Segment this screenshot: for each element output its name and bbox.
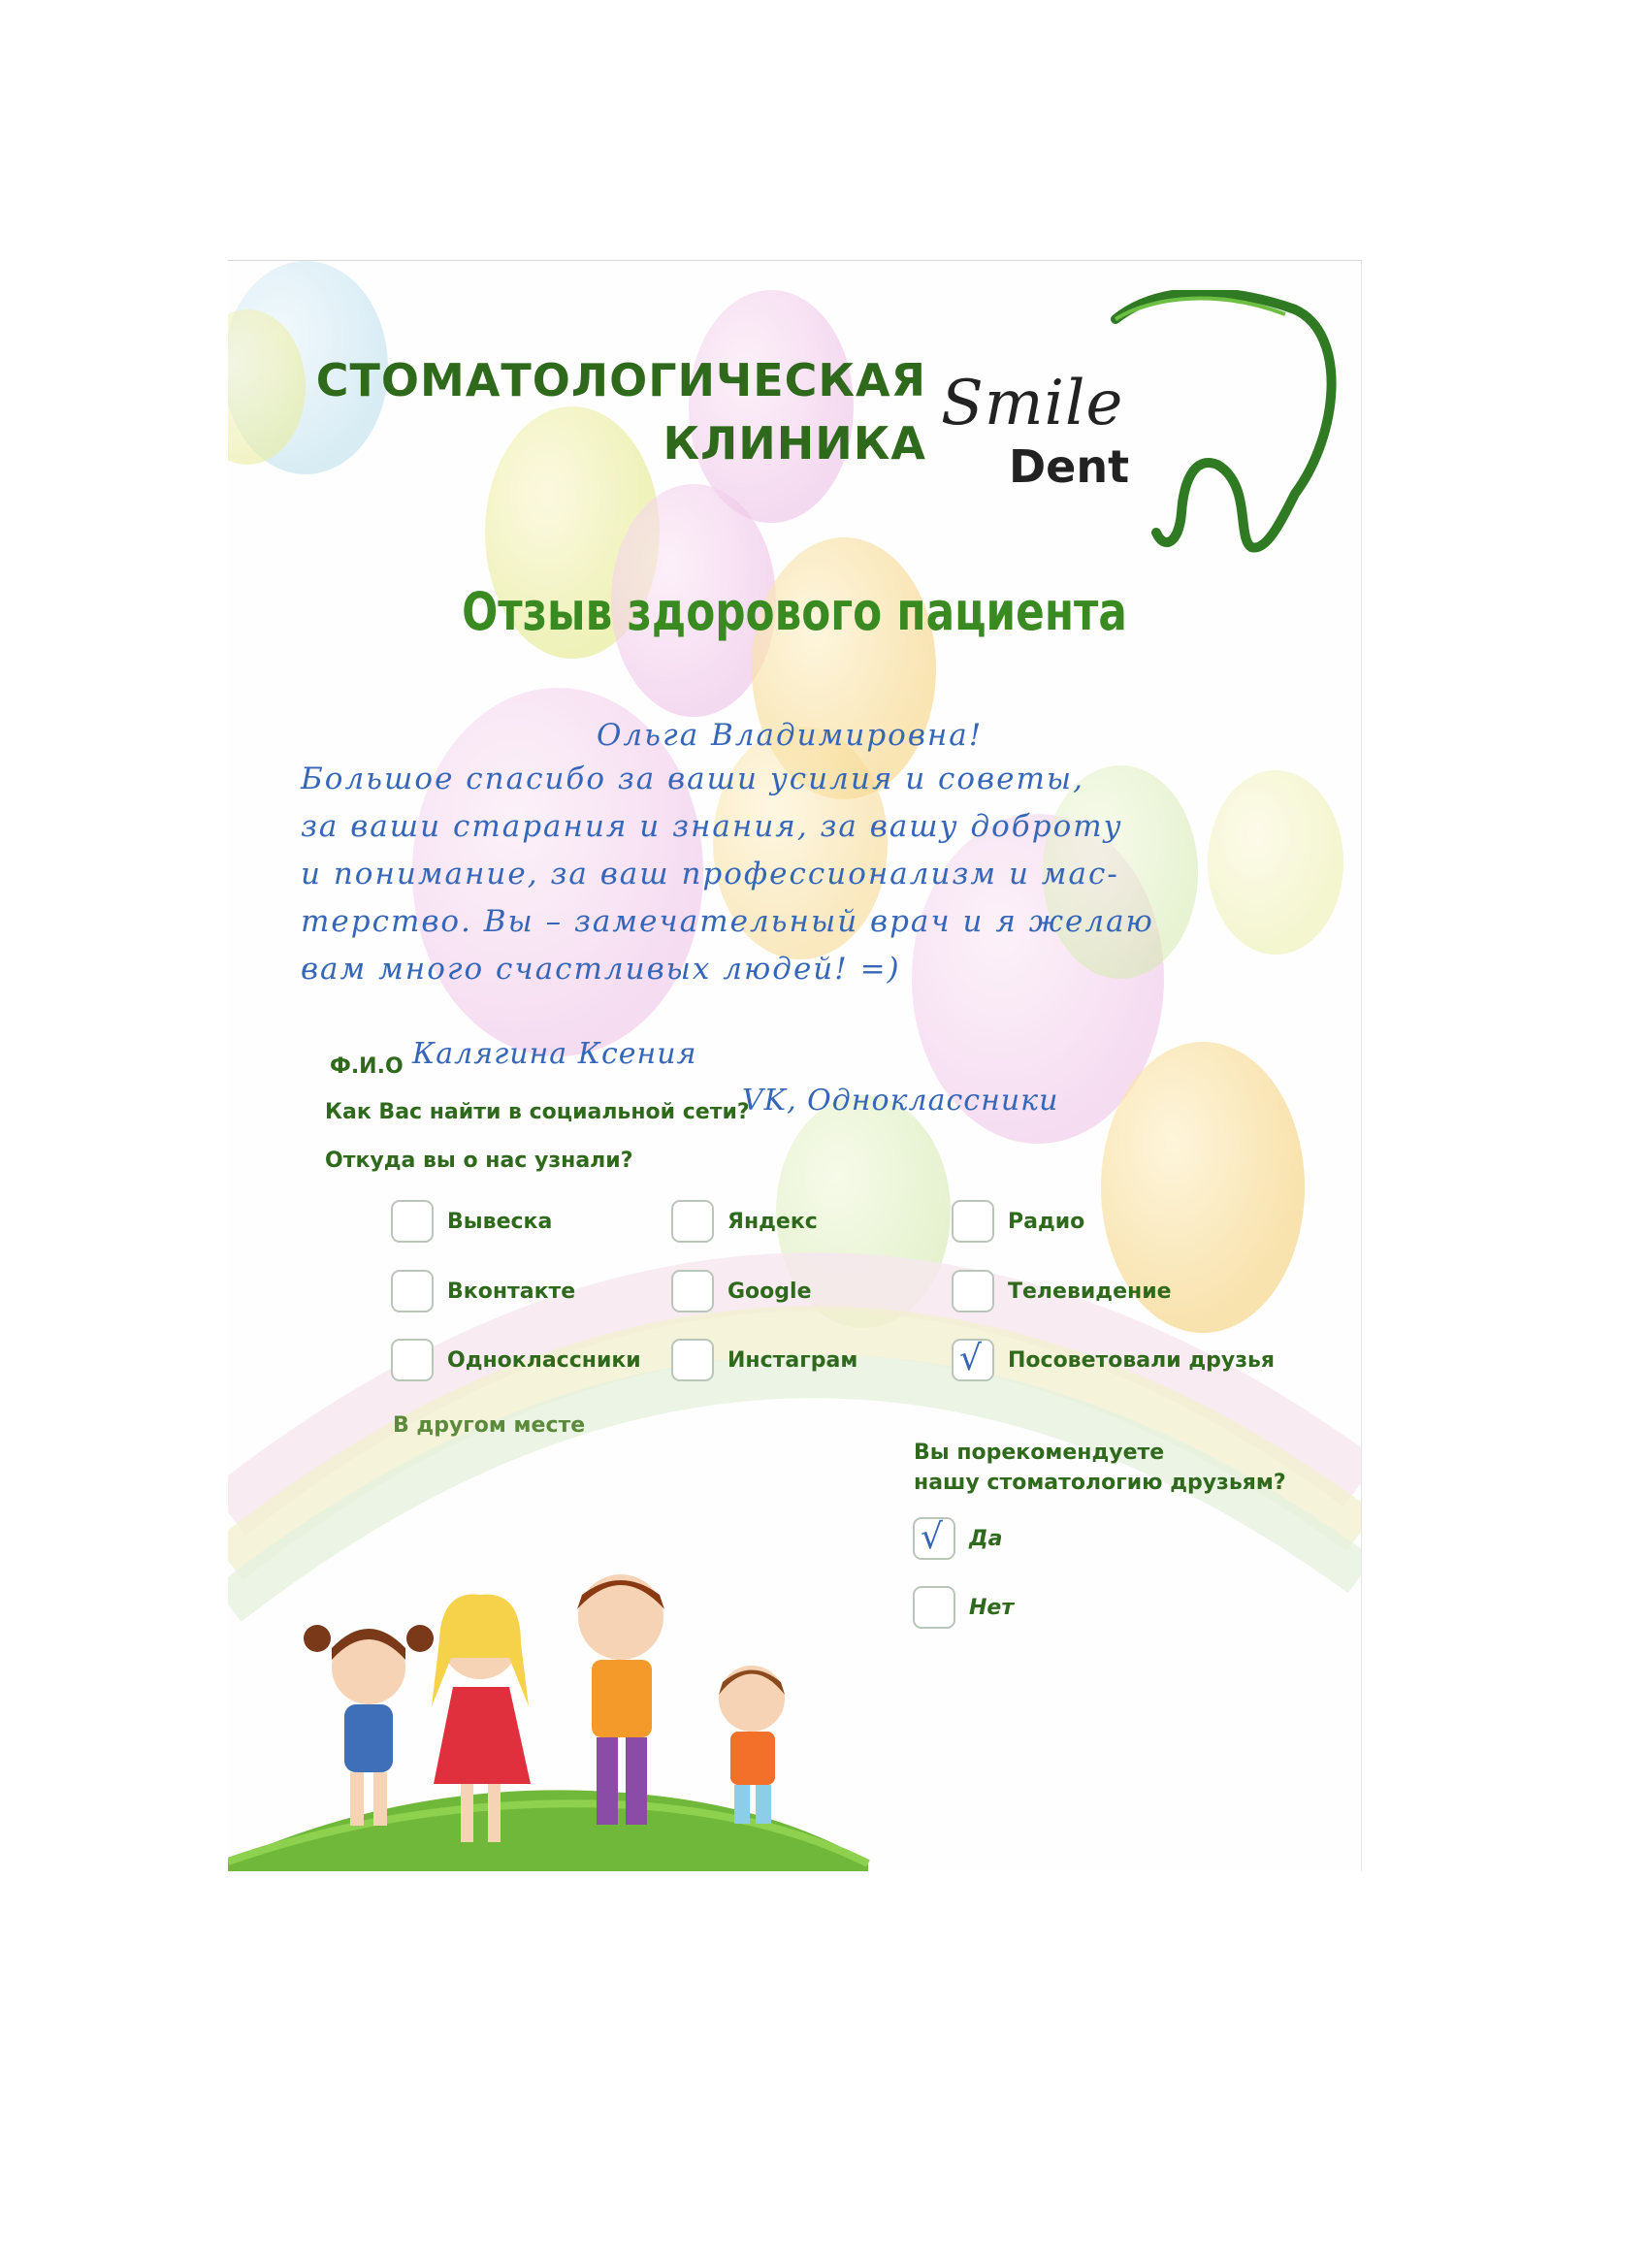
- option-label: Посоветовали друзья: [1008, 1347, 1276, 1373]
- option-label: Google: [728, 1279, 812, 1304]
- option-label: Инстаграм: [728, 1347, 858, 1373]
- source-option-vkontakte[interactable]: [391, 1270, 575, 1312]
- checkbox[interactable]: [952, 1270, 994, 1312]
- source-option-google[interactable]: [671, 1270, 812, 1312]
- fio-value: Калягина Ксения: [412, 1037, 697, 1071]
- social-value: VK, Одноклассники: [742, 1084, 1059, 1118]
- option-label: Вконтакте: [447, 1279, 576, 1304]
- source-option-friends[interactable]: [952, 1339, 1275, 1381]
- option-label: Нет: [969, 1595, 1015, 1620]
- handwritten-line: за ваши старания и знания, за вашу доброту: [301, 809, 1123, 844]
- checkbox[interactable]: [952, 1339, 994, 1381]
- option-label: Вывеска: [447, 1209, 553, 1234]
- recommend-option-yes[interactable]: [913, 1517, 1002, 1560]
- option-label: Одноклассники: [447, 1347, 641, 1373]
- source-option-signboard[interactable]: [391, 1200, 552, 1243]
- checkbox[interactable]: [952, 1200, 994, 1243]
- clinic-title-line1: СТОМАТОЛОГИЧЕСКАЯ: [315, 354, 926, 406]
- social-label: Как Вас найти в социальной сети?: [325, 1100, 750, 1124]
- source-option-odnoklassniki[interactable]: [391, 1339, 641, 1381]
- handwritten-feedback: [301, 712, 1290, 993]
- feedback-sheet: [228, 260, 1362, 1871]
- source-option-yandex[interactable]: [671, 1200, 818, 1243]
- recommend-label-2: нашу стоматологию друзьям?: [914, 1471, 1286, 1495]
- source-option-radio[interactable]: [952, 1200, 1084, 1243]
- logo-word-text: Dent: [1009, 440, 1130, 493]
- option-label: Яндекс: [728, 1209, 818, 1234]
- clinic-title-line2: КЛИНИКА: [663, 417, 926, 470]
- checkbox[interactable]: [913, 1586, 955, 1629]
- option-label: Радио: [1008, 1209, 1085, 1234]
- logo-script-text: Smile: [941, 368, 1124, 439]
- checkbox[interactable]: [671, 1270, 714, 1312]
- checkbox[interactable]: [671, 1339, 714, 1381]
- option-label: Да: [969, 1526, 1003, 1551]
- checkbox[interactable]: [913, 1517, 955, 1560]
- recommend-label-1: Вы порекомендуете: [914, 1441, 1165, 1465]
- source-option-tv[interactable]: [952, 1270, 1172, 1312]
- handwritten-line: и понимание, за ваш профессионализм и мас-: [301, 857, 1119, 891]
- source-option-instagram[interactable]: [671, 1339, 857, 1381]
- handwritten-line: вам много счастливых людей! =): [301, 952, 901, 987]
- children-illustration: [228, 1551, 888, 1871]
- handwritten-line: терство. Вы – замечательный врач и я желаю: [301, 904, 1154, 939]
- fio-label: Ф.И.О: [330, 1054, 404, 1079]
- checkbox[interactable]: [391, 1339, 434, 1381]
- checkbox[interactable]: [671, 1200, 714, 1243]
- handwritten-greeting: Ольга Владимировна!: [597, 718, 984, 753]
- option-label: Телевидение: [1008, 1279, 1172, 1304]
- form-title: Отзыв здорового пациента: [462, 581, 1127, 642]
- other-place-label: В другом месте: [393, 1413, 586, 1438]
- checkbox[interactable]: [391, 1270, 434, 1312]
- source-label: Откуда вы о нас узнали?: [325, 1149, 633, 1173]
- recommend-option-no[interactable]: [913, 1586, 1014, 1629]
- checkbox[interactable]: [391, 1200, 434, 1243]
- handwritten-line: Большое спасибо за ваши усилия и советы,: [301, 761, 1084, 796]
